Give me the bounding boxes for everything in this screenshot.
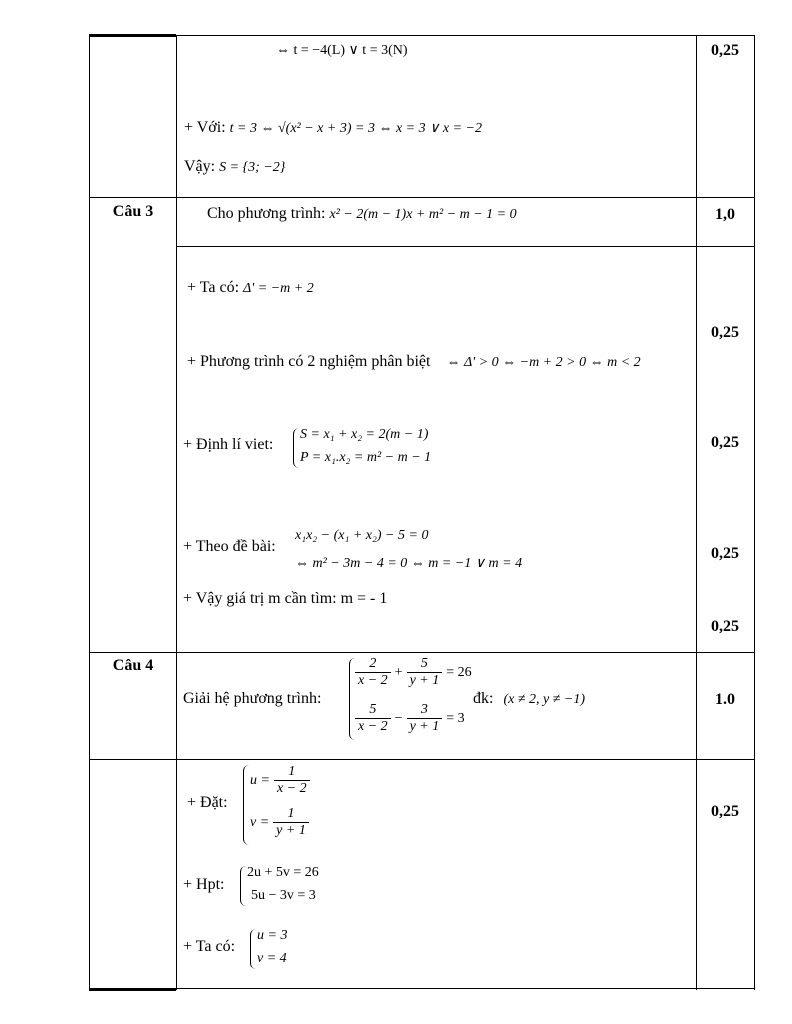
cau4-eq2-frac-a — [355, 702, 391, 735]
top-line-3-math: S = {3; −2} — [219, 160, 286, 175]
row-divider-cau4 — [89, 652, 755, 653]
cau4-set-u-lhs: u = — [250, 773, 270, 789]
cau4-eq2-frac-a-num: 5 — [355, 702, 391, 719]
cau4-taco-line1: u = 3 — [257, 928, 288, 943]
cau3-question-math: x² − 2(m − 1)x + m² − m − 1 = 0 — [329, 207, 517, 222]
cau3-step3-line1: S = x₁ + x₂ = 2(m − 1) — [300, 427, 429, 442]
cau4-eq1-frac-b-num: 5 — [407, 656, 443, 673]
cau3-points: 1,0 — [715, 206, 735, 223]
row-divider-cau3-question — [176, 246, 755, 247]
cau4-eq1-frac-a — [355, 656, 391, 689]
cau4-hpt-line1: 2u + 5v = 26 — [247, 865, 319, 880]
table-top-thick-left — [89, 34, 176, 37]
top-line-2 — [184, 119, 482, 137]
table-bottom-thick-left — [89, 988, 176, 991]
top-line-1: ⇔ t = −4(L) ∨ t = 3(N) — [276, 43, 408, 58]
cau4-points: 1.0 — [715, 691, 735, 708]
cau4-set-v-num: 1 — [273, 806, 309, 823]
cau4-set-u — [250, 764, 310, 797]
cau4-set-u-den: x − 2 — [276, 781, 307, 796]
cau4-hpt-prefix: + Hpt: — [183, 876, 225, 893]
cau3-step2-prefix: + Phương trình có 2 nghiệm phân biệt — [187, 353, 431, 370]
cau4-question-prefix: Giải hệ phương trình: — [183, 690, 322, 707]
cau4-eq2-frac-b-num: 3 — [407, 702, 443, 719]
cau3-step2-score: 0,25 — [711, 324, 739, 341]
row-divider-cau4-question — [89, 759, 755, 760]
top-line-2-prefix: + Với: — [184, 119, 226, 136]
cau4-condition-math: (x ≠ 2, y ≠ −1) — [503, 692, 586, 707]
cau4-taco-prefix: + Ta có: — [183, 938, 236, 955]
cau4-taco-brace — [250, 929, 256, 969]
top-line-3 — [184, 158, 285, 176]
cau4-eq2-rhs: = 3 — [446, 711, 465, 727]
cau4-set-u-frac — [274, 764, 310, 797]
cau3-step4-prefix: + Theo đề bài: — [183, 538, 276, 555]
table-right-border — [754, 35, 755, 990]
cau4-set-v-frac — [273, 806, 309, 839]
cau3-step3-score: 0,25 — [711, 434, 739, 451]
cau4-eq1 — [355, 656, 472, 689]
cau4-eq1-frac-b-den: y + 1 — [409, 673, 440, 688]
cau4-set-score: 0,25 — [711, 803, 739, 820]
cau4-set-v — [250, 806, 309, 839]
top-score: 0,25 — [711, 42, 739, 59]
top-line-3-prefix: Vậy: — [184, 158, 216, 175]
cau3-step1-prefix: + Ta có: — [187, 279, 240, 296]
cau4-set-prefix: + Đặt: — [187, 794, 228, 811]
cau3-step1 — [187, 279, 314, 297]
cau4-eq1-rhs: = 26 — [446, 665, 472, 681]
cau3-question — [207, 205, 517, 223]
cau4-set-v-den: y + 1 — [276, 823, 306, 838]
cau3-step5: + Vậy giá trị m cần tìm: m = - 1 — [183, 590, 388, 607]
cau3-step2-math: ⇔ Δ' > 0 ⇔ −m + 2 > 0 ⇔ m < 2 — [446, 355, 641, 370]
cau4-eq2 — [355, 702, 465, 735]
table-col-divider-2 — [696, 35, 697, 990]
row-divider-cau3 — [89, 197, 755, 198]
cau3-step2 — [187, 353, 641, 371]
cau4-eq2-op: − — [394, 711, 403, 727]
top-line-2-math: t = 3 ⇔ √(x² − x + 3) = 3 ⇔ x = 3 ∨ x = −2 — [229, 121, 482, 136]
cau3-step1-math: Δ' = −m + 2 — [243, 281, 314, 296]
cau4-eq1-frac-b — [407, 656, 443, 689]
cau4-condition-label: đk: — [473, 690, 494, 707]
cau4-eq2-frac-b — [407, 702, 443, 735]
table-left-border — [89, 35, 90, 990]
cau4-hpt-line2: 5u − 3v = 3 — [251, 888, 316, 903]
cau4-eq1-frac-a-den: x − 2 — [358, 673, 388, 688]
cau3-step4-score: 0,25 — [711, 545, 739, 562]
table-bottom-border — [176, 988, 755, 989]
table-col-divider-1 — [176, 35, 177, 990]
cau3-step3-brace — [293, 428, 299, 468]
cau3-step5-score: 0,25 — [711, 618, 739, 635]
cau4-eq1-op: + — [394, 665, 403, 681]
cau4-label: Câu 4 — [112, 657, 154, 674]
cau3-step4-line1: x₁x₂ − (x₁ + x₂) − 5 = 0 — [295, 528, 429, 543]
cau3-step4-line2: ⇔ m² − 3m − 4 = 0 ⇔ m = −1 ∨ m = 4 — [295, 556, 523, 571]
cau4-set-u-num: 1 — [274, 764, 310, 781]
cau3-label: Câu 3 — [112, 203, 154, 220]
cau4-set-v-lhs: v = — [250, 815, 270, 831]
cau4-hpt-brace — [240, 866, 246, 906]
cau4-eq2-frac-a-den: x − 2 — [358, 719, 388, 734]
table-top-border — [89, 35, 755, 36]
cau3-step3-prefix: + Định lí viet: — [183, 436, 274, 453]
cau3-question-prefix: Cho phương trình: — [207, 205, 326, 222]
cau4-eq2-frac-b-den: y + 1 — [409, 719, 440, 734]
cau4-condition — [473, 690, 585, 708]
cau3-step3-line2: P = x₁.x₂ = m² − m − 1 — [300, 450, 432, 465]
cau4-taco-line2: v = 4 — [257, 951, 287, 966]
cau4-eq1-frac-a-num: 2 — [355, 656, 391, 673]
cau4-set-brace — [243, 765, 249, 845]
